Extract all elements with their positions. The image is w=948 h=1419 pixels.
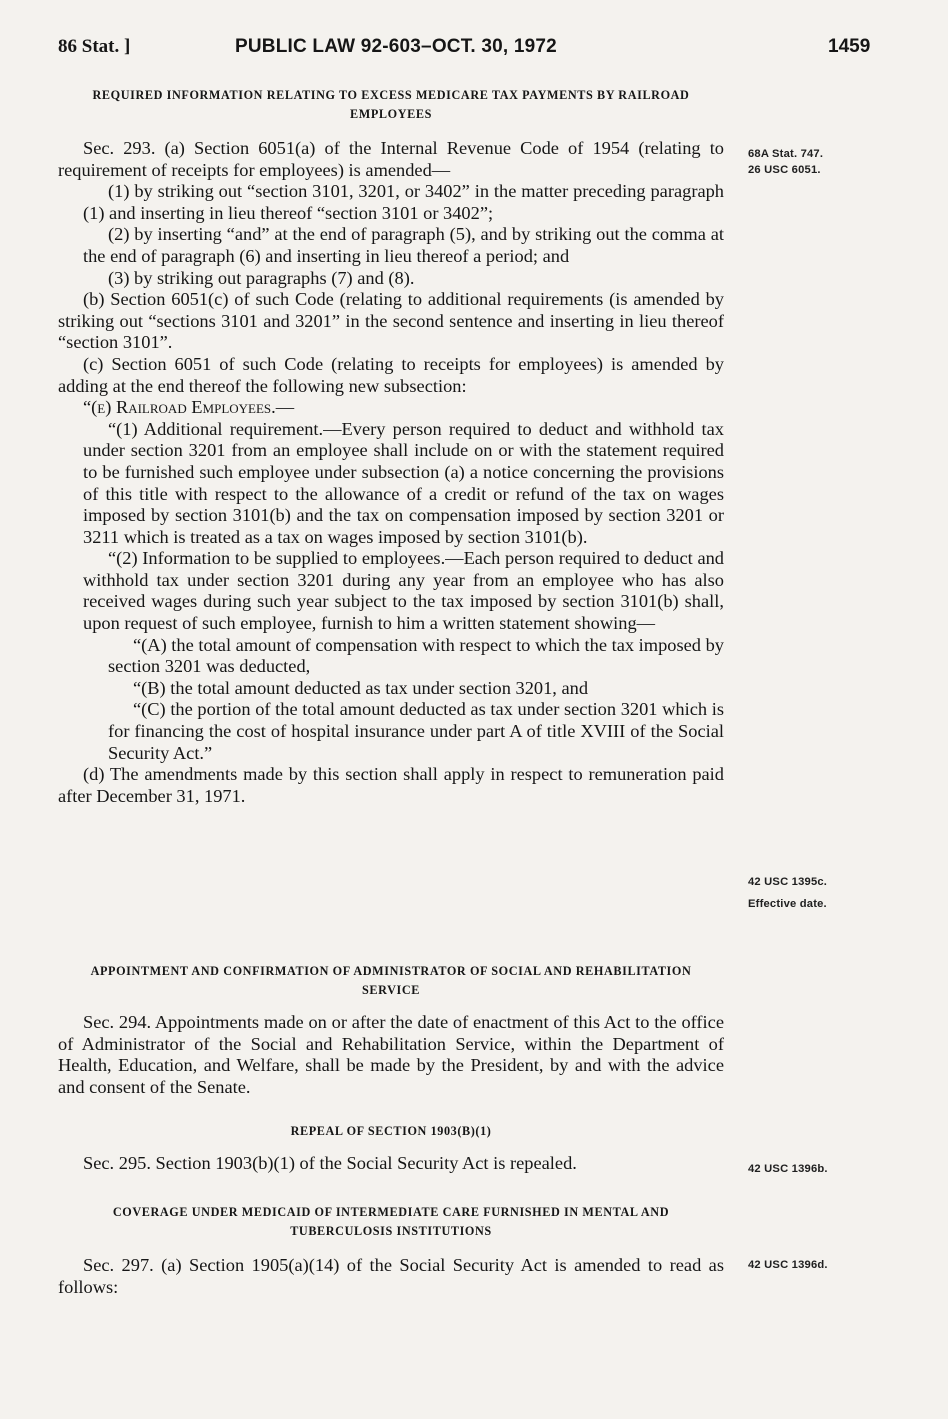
- section-295-heading: REPEAL OF SECTION 1903(B)(1): [290, 1124, 492, 1138]
- subsection-e-item-a: “(A) the total amount of compensation with respect to which the tax imposed by section 3201 was deducted,: [108, 634, 724, 677]
- margin-note-usc-1395c: 42 USC 1395c.: [748, 876, 828, 888]
- section-293-para-1: (1) by striking out “section 3101, 3201, or 3402” in the matter preceding paragraph (1) and inserting in lieu thereof “section 3101 or 3402”;: [83, 181, 724, 223]
- subsection-e-para-1: “(1) Additional requirement.—Every person required to deduct and withhold tax under section 3201 from an employee shall include on or with the statement required to be furnished such employee under subsection (a) a notice concerning the provisions of this title with respect to the allowance of a credit or refund of the tax on wages imposed by section 3101(b) and the tax on compensation imposed by section 3201 or 3211 which is treated as a tax on wages imposed by section 3101(b).: [83, 418, 724, 547]
- margin-note-effective-date: Effective date.: [748, 898, 827, 910]
- section-293: [58, 86, 724, 807]
- page-title: PUBLIC LAW 92-603–OCT. 30, 1972: [235, 36, 557, 57]
- section-297: [58, 1203, 724, 1298]
- section-294: [58, 962, 724, 1098]
- section-295-text: Sec. 295. Section 1903(b)(1) of the Social Security Act is repealed.: [83, 1153, 577, 1173]
- section-295: [58, 1122, 724, 1175]
- subsection-e-item-c: “(C) the portion of the total amount deducted as tax under section 3201 which is for financing the cost of hospital insurance under part A of title XVIII of the Social Security Act.”: [108, 699, 724, 763]
- section-293-para-2: (2) by inserting “and” at the end of paragraph (5), and by striking out the comma at the end of paragraph (6) and inserting in lieu thereof a period; and: [83, 224, 724, 266]
- subsection-e-item-b: “(B) the total amount deducted as tax under section 3201, and: [133, 677, 589, 698]
- section-293-subsection-b: (b) Section 6051(c) of such Code (relating to additional requirements (is amended by striking out “sections 3101 and 3201” in the second sentence and inserting in lieu thereof “section 3101”.: [58, 289, 724, 353]
- margin-note-stat-747: 68A Stat. 747.: [748, 148, 824, 160]
- section-294-text: Sec. 294. Appointments made on or after the date of enactment of this Act to the office of Administrator of the Social and Rehabilitation Service, within the Department of Health, Education, and Welfare, shall be made by the President, by and with the advice and consent of the Senate.: [58, 1012, 724, 1097]
- section-293-intro: Sec. 293. (a) Section 6051(a) of the Internal Revenue Code of 1954 (relating to requirement of receipts for employees) is amended—: [58, 138, 724, 180]
- section-294-heading: APPOINTMENT AND CONFIRMATION OF ADMINISTRATOR OF SOCIAL AND REHABILITATION SERVICE: [90, 964, 692, 997]
- subsection-e-para-2: “(2) Information to be supplied to employees.—Each person required to deduct and withhold tax under section 3201 during any year from an employee who has also received wages during such year subject to the tax imposed by section 3101(b) shall, upon request of such employee, furnish to him a written statement showing—: [83, 548, 724, 634]
- section-293-heading: REQUIRED INFORMATION RELATING TO EXCESS MEDICARE TAX PAYMENTS BY RAILROAD EMPLOYEES: [92, 88, 690, 121]
- section-297-text: Sec. 297. (a) Section 1905(a)(14) of the Social Security Act is amended to read as follows:: [58, 1255, 724, 1297]
- subsection-e-heading: “(e) Railroad Employees.—: [83, 397, 295, 418]
- section-293-subsection-d: (d) The amendments made by this section shall apply in respect to remuneration paid after December 31, 1971.: [58, 764, 724, 806]
- section-293-para-3: (3) by striking out paragraphs (7) and (8).: [108, 267, 415, 288]
- margin-note-usc-1396d: 42 USC 1396d.: [748, 1259, 828, 1271]
- section-297-heading: COVERAGE UNDER MEDICAID OF INTERMEDIATE CARE FURNISHED IN MENTAL AND TUBERCULOSIS INSTITUTIONS: [112, 1205, 670, 1238]
- page-number: 1459: [828, 36, 871, 57]
- margin-note-usc-1396b: 42 USC 1396b.: [748, 1163, 828, 1175]
- margin-note-usc-6051: 26 USC 6051.: [748, 164, 821, 176]
- section-293-subsection-c: (c) Section 6051 of such Code (relating to receipts for employees) is amended by adding at the end thereof the following new subsection:: [58, 353, 724, 396]
- stat-reference: 86 Stat. ]: [58, 36, 131, 57]
